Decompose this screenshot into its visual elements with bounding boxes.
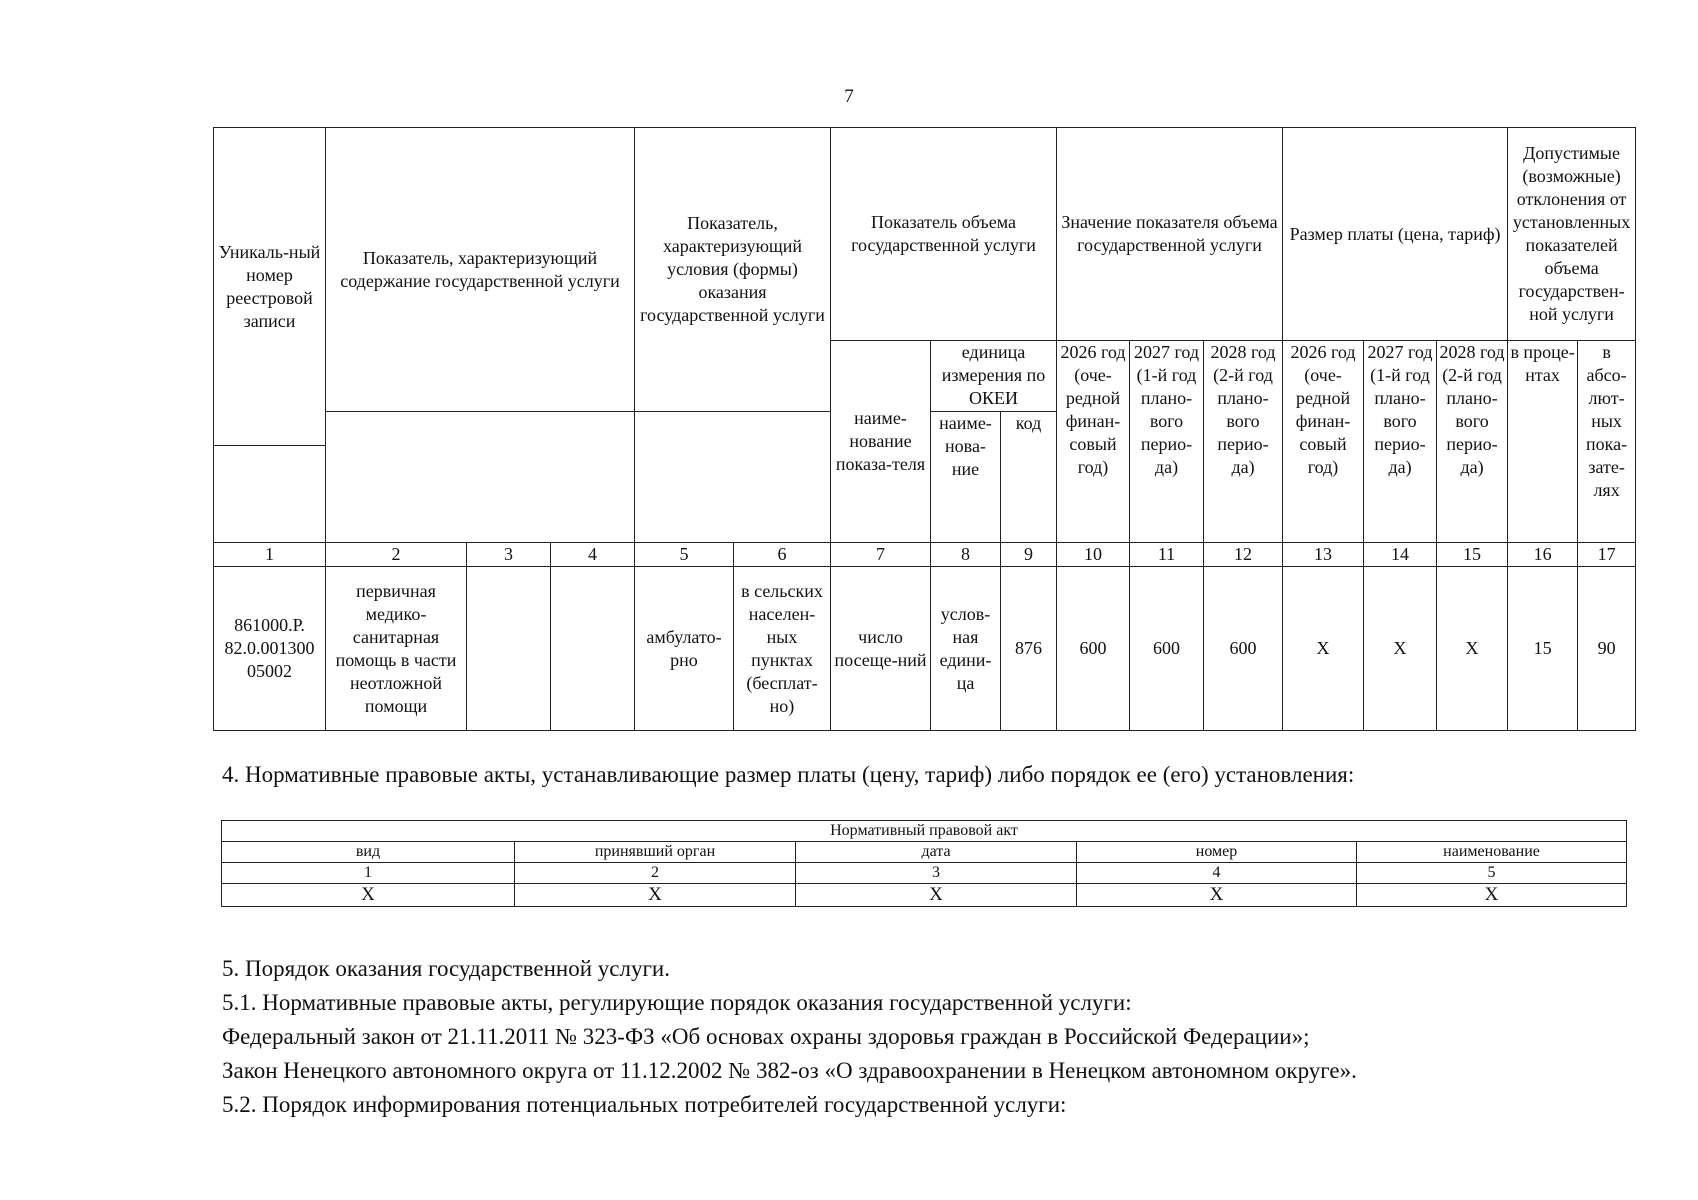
- header-unit-name: наиме-нова-ние: [931, 412, 1001, 543]
- header-in-percent: в проце-нтах: [1508, 341, 1578, 543]
- column-number-14: 14: [1364, 543, 1437, 567]
- cell-registry-number: 861000.Р. 82.0.001300 05002: [214, 567, 326, 731]
- regional-law-line: Закон Ненецкого автономного округа от 11.12.2002 № 382-оз «О здравоохранении в Ненецком автономном округе».: [222, 1058, 1357, 1083]
- column-number-2: 2: [326, 543, 467, 567]
- column-number-12: 12: [1204, 543, 1283, 567]
- header-volume-indicator: Показатель объема государственной услуги: [831, 128, 1057, 341]
- acts-num-4: 4: [1077, 863, 1357, 884]
- cell-deviation-percent: 15: [1508, 567, 1578, 731]
- column-number-10: 10: [1057, 543, 1130, 567]
- acts-num-5: 5: [1357, 863, 1627, 884]
- header-content-indicator: Показатель, характеризующий содержание государственной услуги: [326, 128, 635, 412]
- column-number-4: 4: [551, 543, 635, 567]
- column-number-7: 7: [831, 543, 931, 567]
- acts-col-type: вид: [222, 842, 515, 863]
- column-number-1: 1: [214, 543, 326, 567]
- acts-col-date: дата: [796, 842, 1077, 863]
- acts-num-3: 3: [796, 863, 1077, 884]
- cell-pay-2026: X: [1283, 567, 1364, 731]
- acts-value-4: X: [1077, 884, 1357, 907]
- column-number-9: 9: [1001, 543, 1057, 567]
- header-volume-value: Значение показателя объема государственной услуги: [1057, 128, 1283, 341]
- cell-content-indicator: первичная медико-санитарная помощь в части неотложной помощи: [326, 567, 467, 731]
- cell-volume-2027: 600: [1130, 567, 1204, 731]
- column-number-13: 13: [1283, 543, 1364, 567]
- column-number-11: 11: [1130, 543, 1204, 567]
- acts-value-5: X: [1357, 884, 1627, 907]
- header-year-2028-pay: 2028 год (2-й год плано-вого перио-да): [1437, 341, 1508, 543]
- service-volume-table: [213, 127, 1636, 731]
- column-number-6: 6: [734, 543, 831, 567]
- cell-volume-2028: 600: [1204, 567, 1283, 731]
- acts-col-organ: принявший орган: [515, 842, 796, 863]
- column-number-5: 5: [635, 543, 734, 567]
- column-number-8: 8: [931, 543, 1001, 567]
- federal-law-line: Федеральный закон от 21.11.2011 № 323-ФЗ «Об основах охраны здоровья граждан в Российской Федерации»;: [222, 1024, 1310, 1049]
- header-conditions-indicator: Показатель, характеризующий условия (формы) оказания государственной услуги: [635, 128, 831, 412]
- header-year-2027-pay: 2027 год (1-й год плано-вого перио-да): [1364, 341, 1437, 543]
- acts-num-2: 2: [515, 863, 796, 884]
- cell-unit-name: услов-ная едини-ца: [931, 567, 1001, 731]
- acts-col-number: номер: [1077, 842, 1357, 863]
- header-unit-okei: единица измерения по ОКЕИ: [931, 341, 1057, 412]
- cell-indicator-3: [467, 567, 551, 731]
- cell-condition-form: амбулато-рно: [635, 567, 734, 731]
- cell-indicator-4: [551, 567, 635, 731]
- header-year-2026-value: 2026 год (оче-редной финан-совый год): [1057, 341, 1130, 543]
- acts-col-name: наименование: [1357, 842, 1627, 863]
- header-year-2028-value: 2028 год (2-й год плано-вого перио-да): [1204, 341, 1283, 543]
- acts-value-2: X: [515, 884, 796, 907]
- section-5-text: [222, 952, 1357, 1122]
- acts-value-1: X: [222, 884, 515, 907]
- column-number-17: 17: [1578, 543, 1636, 567]
- header-year-2026-pay: 2026 год (оче-редной финан-совый год): [1283, 341, 1364, 543]
- cell-volume-2026: 600: [1057, 567, 1130, 731]
- legal-acts-table: [221, 820, 1627, 907]
- column-number-15: 15: [1437, 543, 1508, 567]
- section-5-title: 5. Порядок оказания государственной услуги.: [222, 956, 670, 981]
- header-in-absolute: в абсо-лют-ных пока-зате-лях: [1578, 341, 1636, 543]
- header-unit-code: код: [1001, 412, 1057, 543]
- acts-value-3: X: [796, 884, 1077, 907]
- page-number: 7: [844, 86, 854, 107]
- cell-volume-name: число посеще-ний: [831, 567, 931, 731]
- header-unique-number: Уникаль-ный номер реестровой записи: [214, 128, 326, 446]
- header-payment-size: Размер платы (цена, тариф): [1283, 128, 1508, 341]
- acts-table-title: Нормативный правовой акт: [222, 821, 1627, 842]
- cell-unit-code: 876: [1001, 567, 1057, 731]
- section-4-title: 4. Нормативные правовые акты, устанавливающие размер платы (цену, тариф) либо порядок ее (его) установления:: [222, 762, 1355, 787]
- section-5-2-title: 5.2. Порядок информирования потенциальных потребителей государственной услуги:: [222, 1092, 1067, 1117]
- header-deviations: Допустимые (возможные) отклонения от установленных показателей объема государствен-ной услуги: [1508, 128, 1636, 341]
- cell-pay-2028: X: [1437, 567, 1508, 731]
- acts-num-1: 1: [222, 863, 515, 884]
- header-volume-name: наиме-нование показа-теля: [831, 341, 931, 543]
- column-number-3: 3: [467, 543, 551, 567]
- section-5-1-title: 5.1. Нормативные правовые акты, регулирующие порядок оказания государственной услуги:: [222, 990, 1132, 1015]
- cell-deviation-absolute: 90: [1578, 567, 1636, 731]
- column-number-16: 16: [1508, 543, 1578, 567]
- cell-pay-2027: X: [1364, 567, 1437, 731]
- header-year-2027-value: 2027 год (1-й год плано-вого перио-да): [1130, 341, 1204, 543]
- cell-condition-place: в сельских населен-ных пунктах (бесплат-но): [734, 567, 831, 731]
